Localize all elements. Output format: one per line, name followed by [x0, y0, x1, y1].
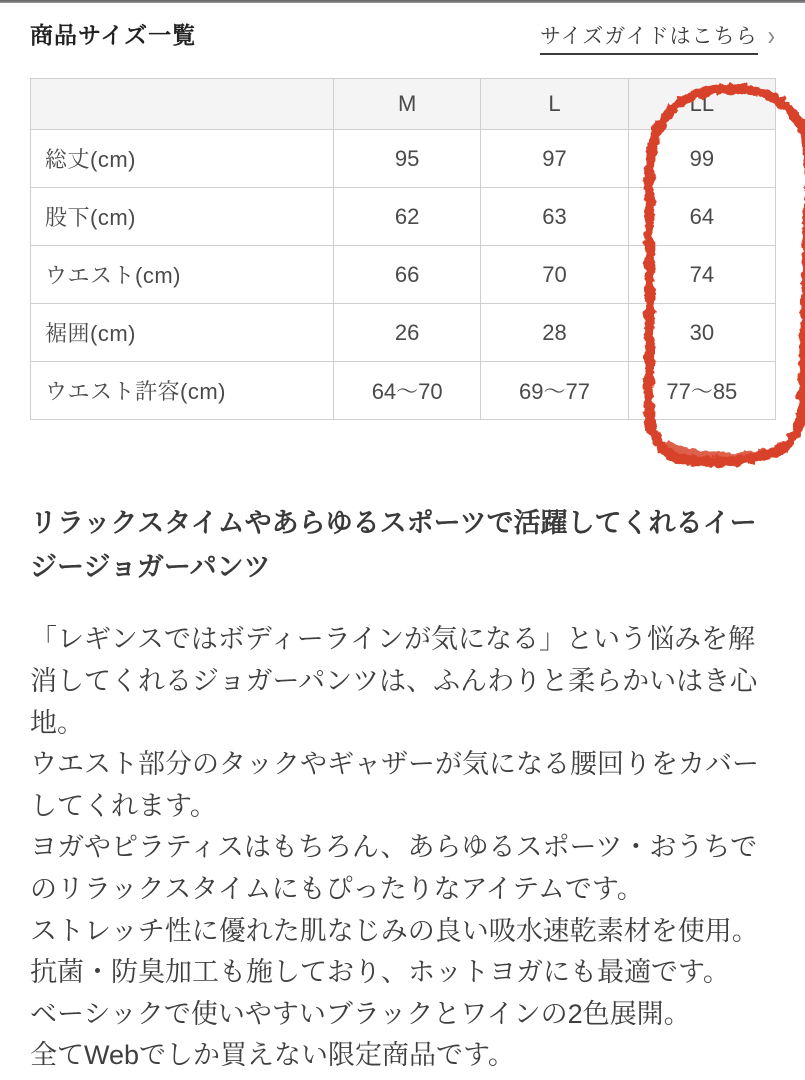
row-label: 裾囲(cm) [31, 304, 334, 362]
description-paragraph: 「レギンスではボディーラインが気になる」という悩みを解消してくれるジョガーパンツは、ふんわりと柔らかいはき心地。 [30, 624, 758, 738]
product-description-heading: リラックスタイムやあらゆるスポーツで活躍してくれるイージージョガーパンツ [30, 508, 757, 582]
size-guide-link-label: サイズガイドはこちら [540, 20, 758, 55]
cell-value: 74 [628, 246, 775, 304]
row-label: 総丈(cm) [31, 130, 334, 188]
cell-value: 30 [628, 304, 775, 362]
size-table-header-m: M [334, 79, 481, 130]
screenshot-top-edge [0, 0, 805, 3]
cell-value: 69〜77 [481, 362, 628, 420]
table-row [31, 246, 776, 304]
table-row [31, 362, 776, 420]
table-row [31, 188, 776, 246]
cell-value: 97 [481, 130, 628, 188]
table-row [31, 304, 776, 362]
description-paragraph: ヨガやピラティスはもちろん、あらゆるスポーツ・おうちでのリラックスタイムにもぴったりなアイテムです。 [30, 832, 758, 904]
cell-value: 99 [628, 130, 775, 188]
section-header [30, 0, 775, 55]
size-table [30, 78, 776, 420]
size-table-header-row [31, 79, 776, 130]
chevron-right-icon: › [767, 19, 775, 51]
cell-value: 77〜85 [628, 362, 775, 420]
description-paragraph: ストレッチ性に優れた肌なじみの良い吸水速乾素材を使用。 [30, 915, 759, 946]
size-guide-link[interactable] [540, 20, 775, 55]
size-table-corner-cell [31, 79, 334, 130]
cell-value: 64〜70 [334, 362, 481, 420]
cell-value: 63 [481, 188, 628, 246]
row-label: 股下(cm) [31, 188, 334, 246]
page-title: 商品サイズ一覧 [30, 22, 197, 48]
cell-value: 62 [334, 188, 481, 246]
cell-value: 26 [334, 304, 481, 362]
cell-value: 95 [334, 130, 481, 188]
description-paragraph: 抗菌・防臭加工も施しており、ホットヨガにも最適です。 [30, 957, 730, 988]
size-table-header-l: L [481, 79, 628, 130]
cell-value: 66 [334, 246, 481, 304]
cell-value: 70 [481, 246, 628, 304]
row-label: ウエスト(cm) [31, 246, 334, 304]
row-label: ウエスト許容(cm) [31, 362, 334, 420]
description-paragraph: ウエスト部分のタックやギャザーが気になる腰回りをカバーしてくれます。 [30, 749, 759, 821]
description-paragraph: ベーシックで使いやすいブラックとワインの2色展開。 [30, 998, 691, 1029]
size-table-header-ll: LL [628, 79, 775, 130]
cell-value: 64 [628, 188, 775, 246]
product-description [30, 619, 775, 1076]
table-row [31, 130, 776, 188]
cell-value: 28 [481, 304, 628, 362]
description-paragraph: 全てWebでしか買えない限定商品です。 [30, 1040, 515, 1071]
size-table-wrap [30, 78, 775, 420]
